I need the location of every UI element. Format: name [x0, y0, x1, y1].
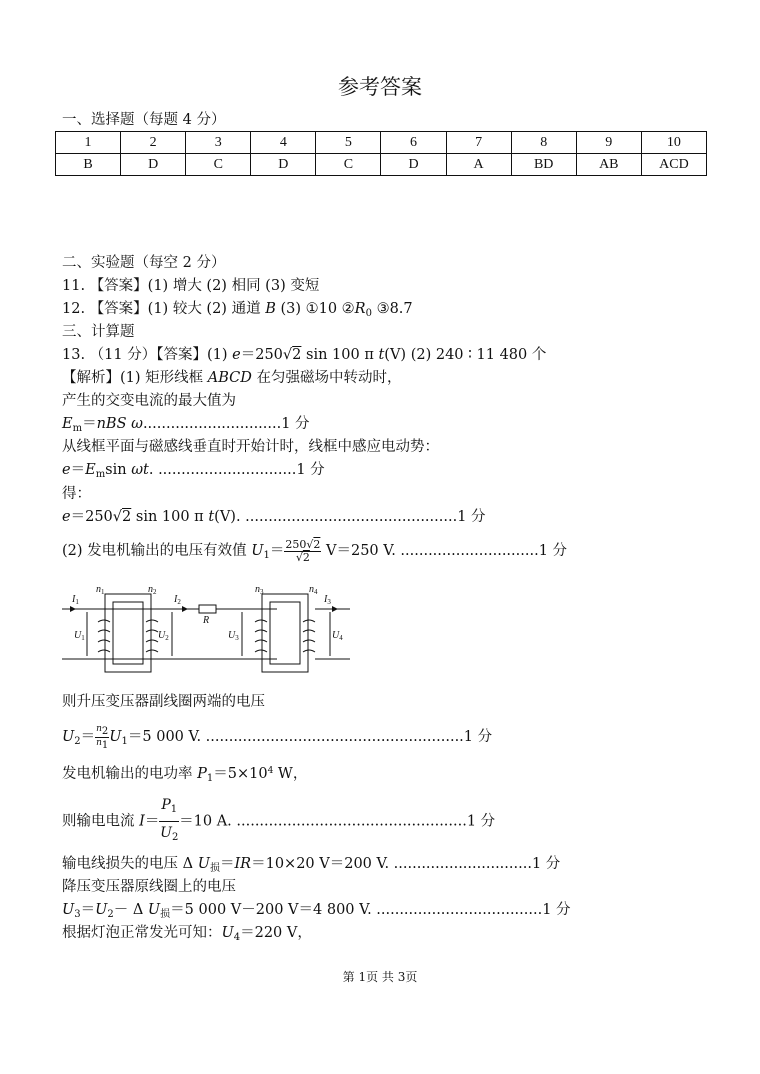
q12-answer: 12. 【答案】(1) 较大 (2) 通道 B (3) ①10 $②R_0$ ③8.7: [62, 301, 413, 319]
label-I1: $I_1$: [72, 594, 79, 606]
answer-table: [55, 131, 707, 176]
max-value-line: 产生的交变电流的最大值为: [62, 393, 236, 409]
e-formula: $e=E_m\sin$ ωt. ..............................1 分: [62, 462, 325, 480]
emf-start-line: 从线框平面与磁感线垂直时开始计时，线框中感应电动势：: [62, 439, 439, 455]
table-row-answers: [56, 154, 707, 176]
answer-cell: D: [121, 154, 186, 176]
page-title: 参考答案: [338, 75, 422, 99]
question-number-cell: 5: [316, 132, 381, 154]
answer-cell: D: [381, 154, 446, 176]
label-I2: $I_2$: [174, 594, 181, 606]
transformer-circuit-diagram: [62, 582, 362, 682]
question-number-cell: 9: [576, 132, 641, 154]
table-row-numbers: [56, 132, 707, 154]
label-n4: $n_4$: [309, 584, 318, 596]
label-U1: $U_1$: [74, 630, 85, 642]
q11-answer: 11. 【答案】(1) 增大 (2) 相同 (3) 变短: [62, 278, 320, 294]
label-I3: $I_3$: [324, 594, 331, 606]
label-n3: $n_3$: [255, 584, 264, 596]
current-formula: 则输电电流 I＝ $\frac{P_1}{U_2}$ ＝10 A. ..................................................1 分: [62, 794, 495, 849]
label-U2: $U_2$: [158, 630, 169, 642]
e2-formula: e＝250√2 sin 100 π t(V). ..............................................1 分: [62, 509, 486, 525]
question-number-cell: 8: [511, 132, 576, 154]
question-number-cell: 2: [121, 132, 186, 154]
question-number-cell: 3: [186, 132, 251, 154]
answer-cell: AB: [576, 154, 641, 176]
u2-intro: 则升压变压器副线圈两端的电压: [62, 694, 265, 710]
question-number-cell: 7: [446, 132, 511, 154]
down-intro: 降压变压器原线圈上的电压: [62, 879, 236, 895]
analysis-line: 【解析】(1) 矩形线框 ABCD 在匀强磁场中转动时，: [62, 370, 402, 386]
answer-cell: C: [316, 154, 381, 176]
label-n2: $n_2$: [148, 584, 157, 596]
section1-heading: 一、选择题（每题 4 分）: [62, 112, 226, 128]
de-label: 得：: [62, 486, 91, 502]
label-n1: $n_1$: [96, 584, 105, 596]
u1-fraction: $\frac{250√2}{√2}$: [285, 537, 321, 564]
current-fraction: $\frac{P_1}{U_2}$: [159, 794, 179, 849]
u1-formula: (2) 发电机输出的电压有效值 $U_1=$ $\frac{250√2}{√2}$ V＝250 V. ..............................1 分: [62, 537, 568, 564]
section3-heading: 三、计算题: [62, 324, 135, 340]
u4-line: 根据灯泡正常发光可知：$U_4=220$ V，: [62, 925, 312, 943]
question-number-cell: 10: [641, 132, 706, 154]
section2-heading: 二、实验题（每空 2 分）: [62, 255, 226, 271]
page-footer: 第 1页 共 3页: [342, 970, 418, 984]
label-R: R: [203, 615, 210, 626]
answer-cell: A: [446, 154, 511, 176]
question-number-cell: 4: [251, 132, 316, 154]
answer-cell: C: [186, 154, 251, 176]
q13-answer: 13. （11 分）【答案】(1) e＝250√2 sin 100 π t(V) (2) 240 ∶ 11 480 个: [62, 347, 547, 363]
question-number-cell: 1: [56, 132, 121, 154]
loss-formula: 输电线损失的电压 Δ $U_损=IR=10\times 20$ V＝200 V. ..............................1 分: [62, 856, 561, 874]
em-formula: $E_m=nBS$ ω..............................1 分: [62, 416, 310, 434]
answer-cell: D: [251, 154, 316, 176]
p1-line: 发电机输出的电功率 $P_1=5\times 10^4$ W，: [62, 766, 308, 784]
answer-cell: B: [56, 154, 121, 176]
answer-cell: BD: [511, 154, 576, 176]
question-number-cell: 6: [381, 132, 446, 154]
answer-cell: ACD: [641, 154, 706, 176]
u3-formula: $U_3=U_2- \Delta$ $U_损=5$ 000 V－200 V＝4 800 V. ....................................1 分: [62, 902, 571, 920]
label-U3: $U_3$: [228, 630, 239, 642]
label-U4: $U_4$: [332, 630, 343, 642]
u2-fraction: $\frac{n_2}{n_1}$: [96, 723, 109, 751]
u2-formula: $U_2=$ $\frac{n_2}{n_1}$ $U_1=5$ 000 V. ........................................................1 分: [62, 723, 493, 751]
